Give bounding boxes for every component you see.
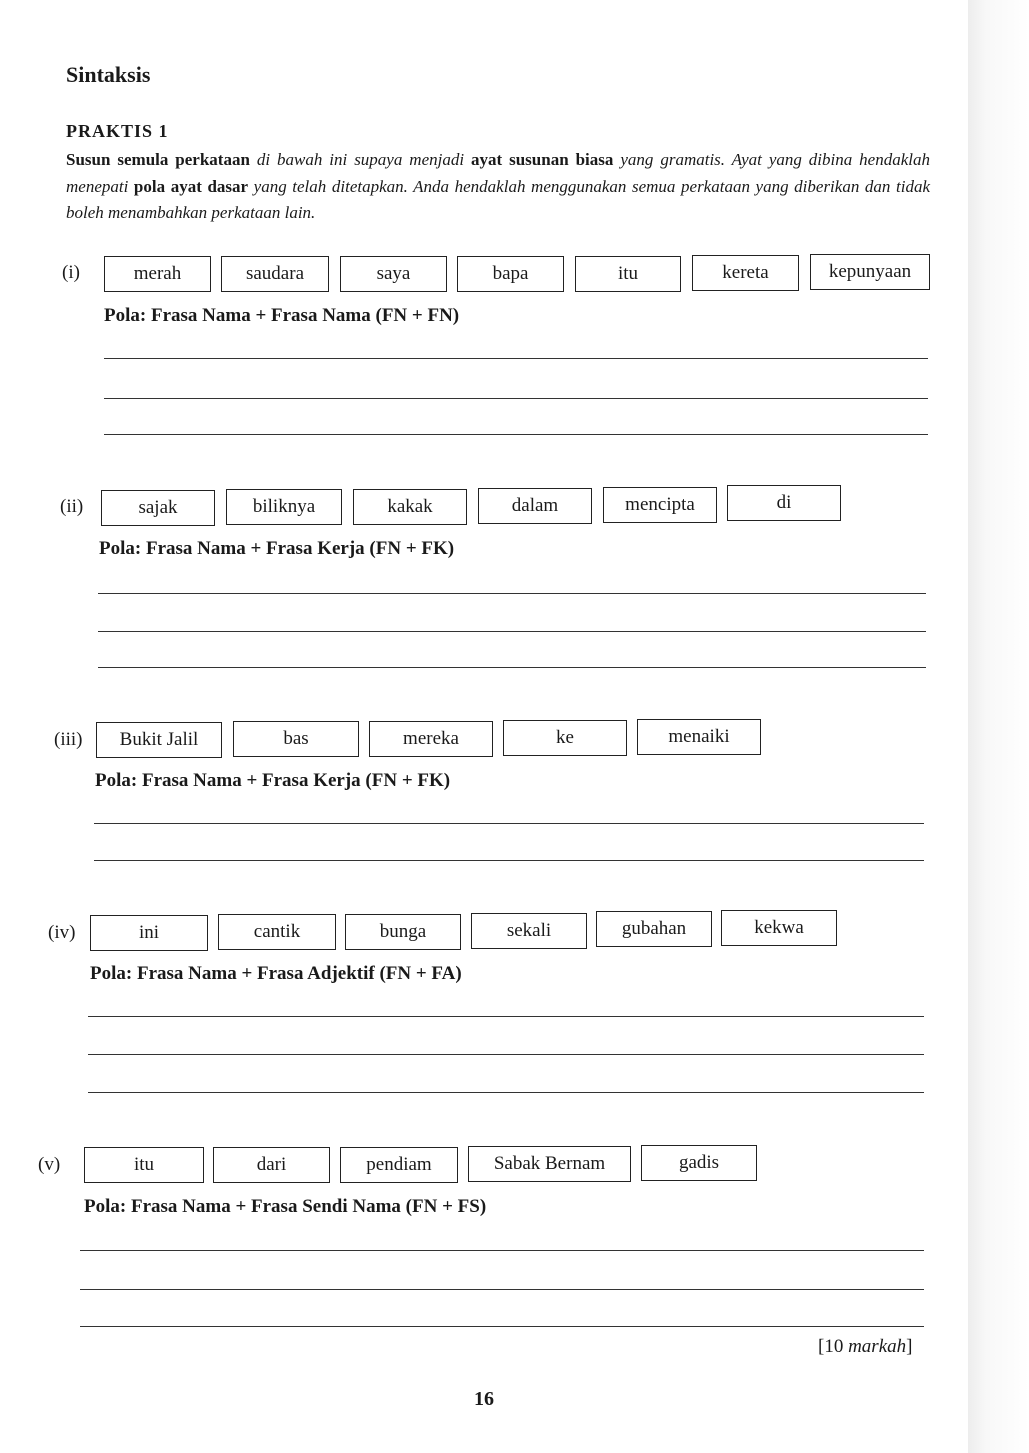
answer-line[interactable] bbox=[80, 1250, 924, 1251]
page-number: 16 bbox=[474, 1388, 494, 1410]
instructions-part4: yang gramatis. Ayat yang dibina hendaklah menepati bbox=[66, 150, 930, 196]
pattern-label: Pola: Frasa Nama + Frasa Adjektif (FN + FA) bbox=[90, 963, 462, 984]
word-box: mereka bbox=[369, 721, 493, 757]
marks-label bbox=[818, 1336, 912, 1358]
answer-line[interactable] bbox=[80, 1326, 924, 1327]
instructions bbox=[66, 147, 930, 227]
answer-line[interactable] bbox=[80, 1289, 924, 1290]
word-box: gadis bbox=[641, 1145, 757, 1181]
instructions-part2: di bawah ini supaya menjadi bbox=[256, 150, 465, 169]
answer-line[interactable] bbox=[88, 1016, 924, 1017]
word-box: merah bbox=[104, 256, 211, 292]
word-box: biliknya bbox=[226, 489, 342, 525]
answer-line[interactable] bbox=[104, 434, 928, 435]
instructions-part1: Susun semula perkataan bbox=[66, 150, 250, 169]
word-box: itu bbox=[84, 1147, 204, 1183]
word-box: mencipta bbox=[603, 487, 717, 523]
answer-line[interactable] bbox=[98, 631, 926, 632]
instructions-part5: pola ayat dasar bbox=[133, 176, 249, 196]
marks-open: [10 bbox=[818, 1336, 844, 1357]
question-label: (iii) bbox=[54, 729, 83, 750]
pattern-label: Pola: Frasa Nama + Frasa Sendi Nama (FN + FS) bbox=[84, 1196, 487, 1217]
word-box: sekali bbox=[471, 913, 587, 949]
word-box: dari bbox=[213, 1147, 330, 1183]
word-box: kereta bbox=[692, 255, 799, 291]
word-box: saya bbox=[340, 256, 447, 292]
question-label: (v) bbox=[38, 1154, 61, 1175]
pattern-label: Pola: Frasa Nama + Frasa Kerja (FN + FK) bbox=[95, 770, 451, 791]
answer-line[interactable] bbox=[88, 1054, 924, 1055]
section-title: Sintaksis bbox=[66, 62, 151, 87]
answer-line[interactable] bbox=[94, 823, 924, 824]
word-box: saudara bbox=[221, 256, 329, 292]
word-box: Sabak Bernam bbox=[468, 1146, 631, 1182]
answer-line[interactable] bbox=[104, 398, 928, 399]
question-label: (i) bbox=[62, 262, 80, 283]
word-box: kepunyaan bbox=[810, 254, 930, 290]
answer-line[interactable] bbox=[98, 593, 926, 594]
word-box: cantik bbox=[218, 914, 336, 950]
question-label: (ii) bbox=[60, 496, 84, 517]
word-box: kakak bbox=[353, 489, 467, 525]
word-box: di bbox=[727, 485, 841, 521]
word-box: kekwa bbox=[721, 910, 837, 946]
instructions-part6: yang telah ditetapkan. Anda hendaklah menggunakan semua perkataan yang diberikan dan tidak boleh menambahkan perkataan lain. bbox=[66, 176, 930, 222]
answer-line[interactable] bbox=[104, 358, 928, 359]
word-box: bapa bbox=[457, 256, 564, 292]
word-box: itu bbox=[575, 256, 681, 292]
pattern-label: Pola: Frasa Nama + Frasa Kerja (FN + FK) bbox=[99, 538, 455, 559]
word-box: Bukit Jalil bbox=[96, 722, 222, 758]
word-box: sajak bbox=[101, 490, 215, 526]
word-box: ini bbox=[90, 915, 208, 951]
word-box: gubahan bbox=[596, 911, 712, 947]
word-box: dalam bbox=[478, 488, 592, 524]
answer-line[interactable] bbox=[98, 667, 926, 668]
word-box: bas bbox=[233, 721, 359, 757]
question-label: (iv) bbox=[48, 922, 76, 943]
pattern-label: Pola: Frasa Nama + Frasa Nama (FN + FN) bbox=[104, 305, 460, 326]
practice-title: PRAKTIS 1 bbox=[66, 121, 169, 141]
word-box: pendiam bbox=[340, 1147, 458, 1183]
marks-word: markah bbox=[848, 1336, 907, 1357]
marks-close: ] bbox=[906, 1336, 913, 1357]
answer-line[interactable] bbox=[88, 1092, 924, 1093]
word-box: menaiki bbox=[637, 719, 761, 755]
answer-line[interactable] bbox=[94, 860, 924, 861]
word-box: bunga bbox=[345, 914, 461, 950]
page-edge-shadow bbox=[968, 0, 1029, 1453]
instructions-part3: ayat susunan biasa bbox=[471, 150, 614, 169]
word-box: ke bbox=[503, 720, 627, 756]
